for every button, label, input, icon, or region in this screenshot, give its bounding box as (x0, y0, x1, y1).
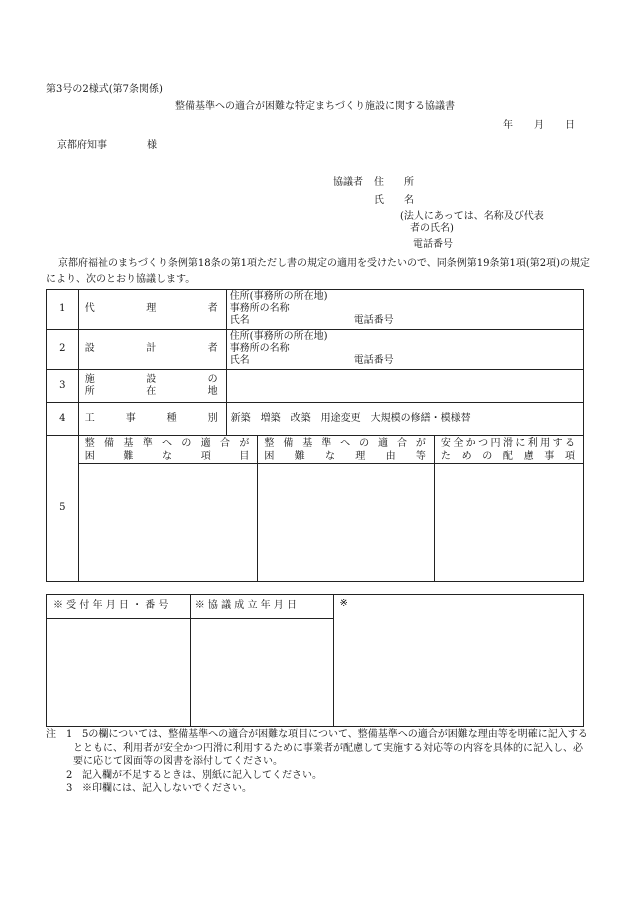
addressee-honorific: 様 (147, 140, 157, 151)
applicant-address-label: 住 所 (374, 177, 414, 188)
date-month: 月 (534, 120, 544, 131)
difficult-items-field[interactable] (78, 464, 258, 582)
form-number: 第3号の2様式(第7条関係) (46, 84, 163, 95)
applicant-label: 協議者 (333, 177, 363, 188)
note-2-number: 2 (66, 769, 73, 781)
row-difficulty-body (47, 464, 584, 582)
row-designer (47, 330, 584, 370)
body-text-line-1: 京都府福祉のまちづくり条例第18条の第1項ただし書の規定の適用を受けたいので、同条例第19条第1項(第2項)の規定 (58, 258, 591, 269)
body-text-line-2: により、次のとおり協議します。 (46, 274, 196, 285)
agreement-date-header: ※ 協 議 成 立 年 月 日 (190, 595, 334, 619)
row-number: 5 (47, 436, 79, 582)
consideration-items-header: 安 全 か つ 円 滑 に 利 用 す る た め の 配 慮 事 項 (434, 436, 583, 464)
office-remarks-cell: ※ (334, 595, 584, 727)
addressee-name: 京都府知事 (57, 140, 107, 151)
notes-label: 注 (46, 729, 56, 740)
difficulty-reasons-field[interactable] (258, 464, 435, 582)
designer-label: 設 計 者 (78, 330, 226, 370)
receipt-date-number-field (47, 619, 191, 727)
row-agent (47, 290, 584, 330)
note-1-line-2: とともに、利用者が安全かつ円滑に利用するために事業者が配慮して実施する対応等の内容を具体的に記入し、必 (73, 742, 583, 754)
date-year: 年 (503, 120, 513, 131)
note-1-line-1: 5の欄については、整備基準への適合が困難な項目について、整備基準への適合が困難な理由等を明確に記入する (82, 729, 588, 740)
row-number: 3 (47, 370, 79, 403)
difficulty-reasons-header: 整 備 基 準 へ の 適 合 が 困 難 な 理 由 等 (258, 436, 435, 464)
construction-type-options[interactable]: 新築 増築 改築 用途変更 大規模の修繕・模様替 (226, 403, 583, 436)
difficult-items-header: 整 備 基 準 へ の 適 合 が 困 難 な 項 目 (78, 436, 258, 464)
note-1-line-3: 要に応じて図面等の図書を添付してください。 (73, 756, 283, 767)
note-3-number: 3 (66, 783, 73, 794)
receipt-date-number-header: ※ 受 付 年 月 日 ・ 番 号 (47, 595, 191, 619)
row-number: 2 (47, 330, 79, 370)
application-table (46, 289, 584, 582)
date-day: 日 (565, 120, 575, 131)
row-construction-type (47, 403, 584, 436)
row-number: 1 (47, 290, 79, 330)
applicant-name-label: 氏 名 (374, 195, 414, 206)
consideration-items-field[interactable] (434, 464, 583, 582)
row-difficulty-header (47, 436, 584, 464)
applicant-phone-label: 電話番号 (413, 239, 453, 250)
note-2-text: 記入欄が不足するときは、別紙に記入してください。 (82, 769, 322, 781)
facility-location-field[interactable] (226, 370, 583, 403)
agent-field[interactable]: 住所(事務所の所在地) 事務所の名称 氏名 電話番号 (226, 290, 583, 330)
applicant-corp-note-cont: 者の氏名) (410, 223, 454, 234)
applicant-corp-note: (法人にあっては、名称及び代表 (400, 211, 544, 222)
note-1-number: 1 (66, 729, 73, 740)
facility-location-label: 施 設 の 所 在 地 (78, 370, 226, 403)
office-use-table (46, 594, 584, 727)
agent-label: 代 理 者 (78, 290, 226, 330)
notes (46, 728, 591, 796)
note-3-text: ※印欄には、記入しないでください。 (82, 783, 252, 794)
construction-type-label: 工 事 種 別 (78, 403, 226, 436)
row-facility-location (47, 370, 584, 403)
row-number: 4 (47, 403, 79, 436)
document-title: 整備基準への適合が困難な特定まちづくり施設に関する協議書 (175, 101, 455, 112)
designer-field[interactable]: 住所(事務所の所在地) 事務所の名称 氏名 電話番号 (226, 330, 583, 370)
agreement-date-field (190, 619, 334, 727)
